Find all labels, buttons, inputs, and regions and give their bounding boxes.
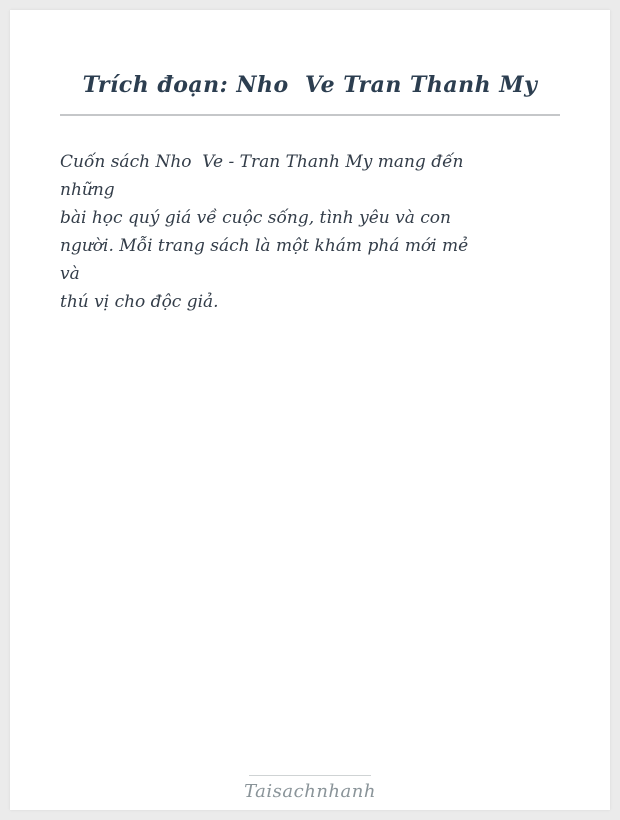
excerpt-line: Cuốn sách Nho Ve - Tran Thanh My mang đến xyxy=(60,152,464,172)
page-footer xyxy=(10,775,610,804)
page-title: Trích đoạn: Nho Ve Tran Thanh My xyxy=(82,72,538,98)
footer-divider xyxy=(249,775,371,776)
excerpt-line: và xyxy=(60,264,80,284)
title-divider xyxy=(60,114,560,116)
document-page xyxy=(10,10,610,810)
excerpt-line: những xyxy=(60,180,115,200)
excerpt-line: thú vị cho độc giả. xyxy=(60,292,219,312)
excerpt-line: bài học quý giá về cuộc sống, tình yêu và con xyxy=(60,208,451,228)
excerpt-line: người. Mỗi trang sách là một khám phá mới mẻ xyxy=(60,236,469,256)
footer-brand: Taisachnhanh xyxy=(244,781,376,802)
excerpt-paragraph xyxy=(60,148,560,316)
